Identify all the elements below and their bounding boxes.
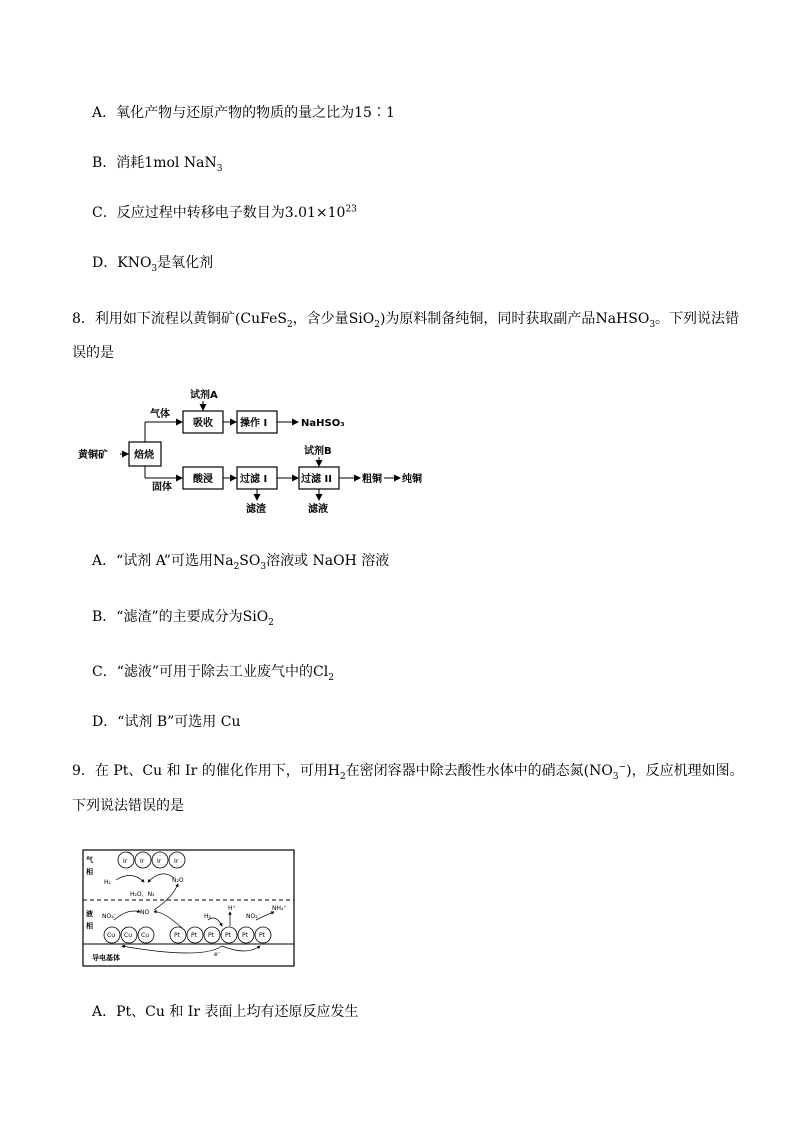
flow-op1-label: 操作 I bbox=[240, 418, 268, 429]
electron-label: e⁻ bbox=[214, 951, 221, 958]
liquid-phase-char2: 相 bbox=[86, 922, 93, 930]
q8-option-a: A．“试剂 A”可选用$Na_2SO_3$溶液或 NaOH 溶液 bbox=[92, 553, 390, 572]
q8-stem-line1: 8．利用如下流程以黄铜矿(CuFeS$_2$，含少量SiO$_2$)为原料制备纯铜，同时获取副产品NaHSO$_3$。下列说法错 bbox=[72, 311, 740, 330]
gas-phase-char1: 气 bbox=[86, 856, 93, 864]
q7-option-b: B．消耗1mol NaN$_3$ bbox=[92, 155, 223, 174]
pt-label: Pt bbox=[225, 932, 231, 939]
flow-filter2-label: 过滤 II bbox=[301, 474, 332, 485]
pt-label: Pt bbox=[174, 932, 180, 939]
flow-filter1-label: 过滤 I bbox=[240, 474, 268, 485]
liquid-no2-label: NO₂⁻ bbox=[246, 913, 261, 920]
flow-absorb-label: 吸收 bbox=[193, 418, 213, 429]
liquid-phase-char1: 液 bbox=[86, 910, 93, 918]
gas-h2o-n2-label: H₂O、N₂ bbox=[130, 891, 155, 898]
q7-option-d: D．$KNO_3$是氧化剂 bbox=[92, 255, 214, 274]
flow-residue-label: 滤渣 bbox=[246, 504, 266, 515]
liquid-no-label: NO bbox=[140, 909, 150, 916]
flow-reagent-a-label: 试剂A bbox=[190, 390, 218, 401]
q7-option-a: A．氧化产物与还原产物的物质的量之比为15∶1 bbox=[92, 105, 395, 121]
q9-option-a: A．Pt、Cu 和 Ir 表面上均有还原反应发生 bbox=[92, 1004, 359, 1020]
flow-reagent-b-label: 试剂B bbox=[304, 446, 332, 457]
flow-crude-label: 粗铜 bbox=[362, 474, 382, 485]
gas-phase-char2: 相 bbox=[86, 868, 93, 876]
pt-label: Pt bbox=[191, 932, 197, 939]
liquid-no3-label: NO₃⁻ bbox=[102, 913, 117, 920]
flow-gas-label: 气体 bbox=[150, 409, 170, 420]
diagram-frame bbox=[83, 850, 294, 966]
q9-mechanism-diagram bbox=[82, 848, 296, 968]
pt-label: Pt bbox=[242, 932, 248, 939]
flow-roast-label: 焙烧 bbox=[134, 450, 154, 461]
pt-label: Pt bbox=[259, 932, 265, 939]
q8-option-c: C．“滤液”可用于除去工业废气中的$Cl_2$ bbox=[92, 664, 334, 683]
substrate-label: 导电基体 bbox=[92, 954, 120, 962]
liquid-h2-label: H₂ bbox=[204, 913, 211, 920]
flow-solid-label: 固体 bbox=[152, 482, 172, 493]
ir-label: Ir bbox=[123, 858, 128, 865]
q8-option-d: D．“试剂 B”可选用 Cu bbox=[92, 714, 241, 730]
q8-option-b: B．“滤渣”的主要成分为SiO$_2$ bbox=[92, 609, 274, 628]
flow-filtrate-label: 滤液 bbox=[308, 504, 328, 515]
flow-pure-label: 纯铜 bbox=[402, 474, 422, 485]
q9-stem-line1: 9．在 Pt、Cu 和 Ir 的催化作用下，可用$H_2$在密闭容器中除去酸性水体中的硝态氮$(NO_3^-)$，反应机理如图。 bbox=[72, 762, 744, 782]
q9-stem-line2: 下列说法错误的是 bbox=[72, 798, 184, 814]
liquid-hplus-label: H⁺ bbox=[228, 905, 236, 912]
cu-label: Cu bbox=[107, 932, 115, 939]
gas-n2o-label: N₂O bbox=[172, 877, 184, 884]
pt-label: Pt bbox=[208, 932, 214, 939]
flow-ore-label: 黄铜矿 bbox=[78, 450, 108, 461]
liquid-nh4-label: NH₄⁺ bbox=[272, 905, 287, 912]
q8-flow-diagram bbox=[70, 384, 440, 524]
gas-h2-label: H₂ bbox=[104, 879, 111, 886]
q8-stem-line2: 误的是 bbox=[72, 345, 114, 361]
flow-product-label: NaHSO₃ bbox=[301, 418, 345, 429]
cu-label: Cu bbox=[141, 932, 149, 939]
ir-label: Ir bbox=[140, 858, 145, 865]
ir-label: Ir bbox=[157, 858, 162, 865]
q7-option-c: C．反应过程中转移电子数目为$3.01\times 10^{23}$ bbox=[92, 204, 357, 221]
flow-acid-label: 酸浸 bbox=[193, 474, 213, 485]
ir-label: Ir bbox=[174, 858, 179, 865]
cu-label: Cu bbox=[124, 932, 132, 939]
